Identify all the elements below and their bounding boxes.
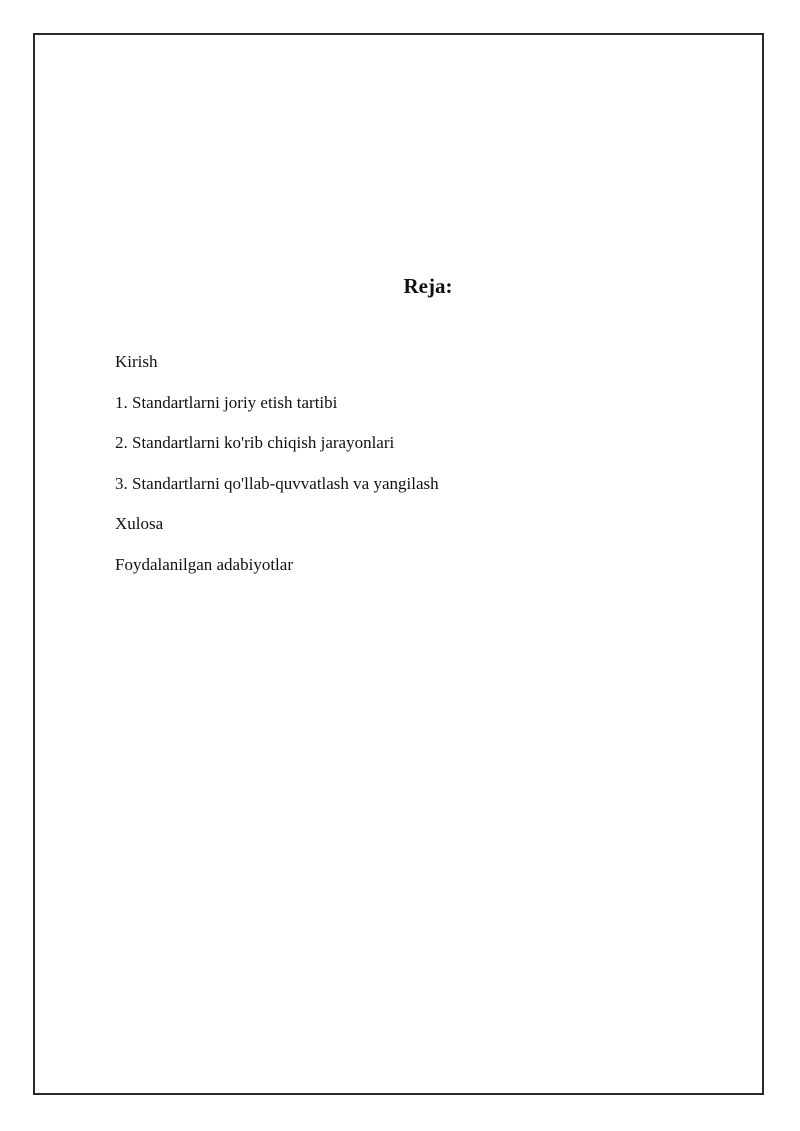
toc-item-section-2: 2. Standartlarni ko'rib chiqish jarayonlari	[115, 433, 395, 452]
toc-item-conclusion: Xulosa	[115, 514, 164, 533]
toc-item-introduction: Kirish	[115, 352, 158, 371]
table-of-contents	[115, 350, 439, 593]
page-title: Reja:	[403, 274, 453, 298]
toc-item-section-3: 3. Standartlarni qo'llab-quvvatlash va yangilash	[115, 473, 439, 493]
toc-item-section-1: 1. Standartlarni joriy etish tartibi	[115, 392, 338, 412]
toc-item-references: Foydalanilgan adabiyotlar	[115, 554, 293, 574]
